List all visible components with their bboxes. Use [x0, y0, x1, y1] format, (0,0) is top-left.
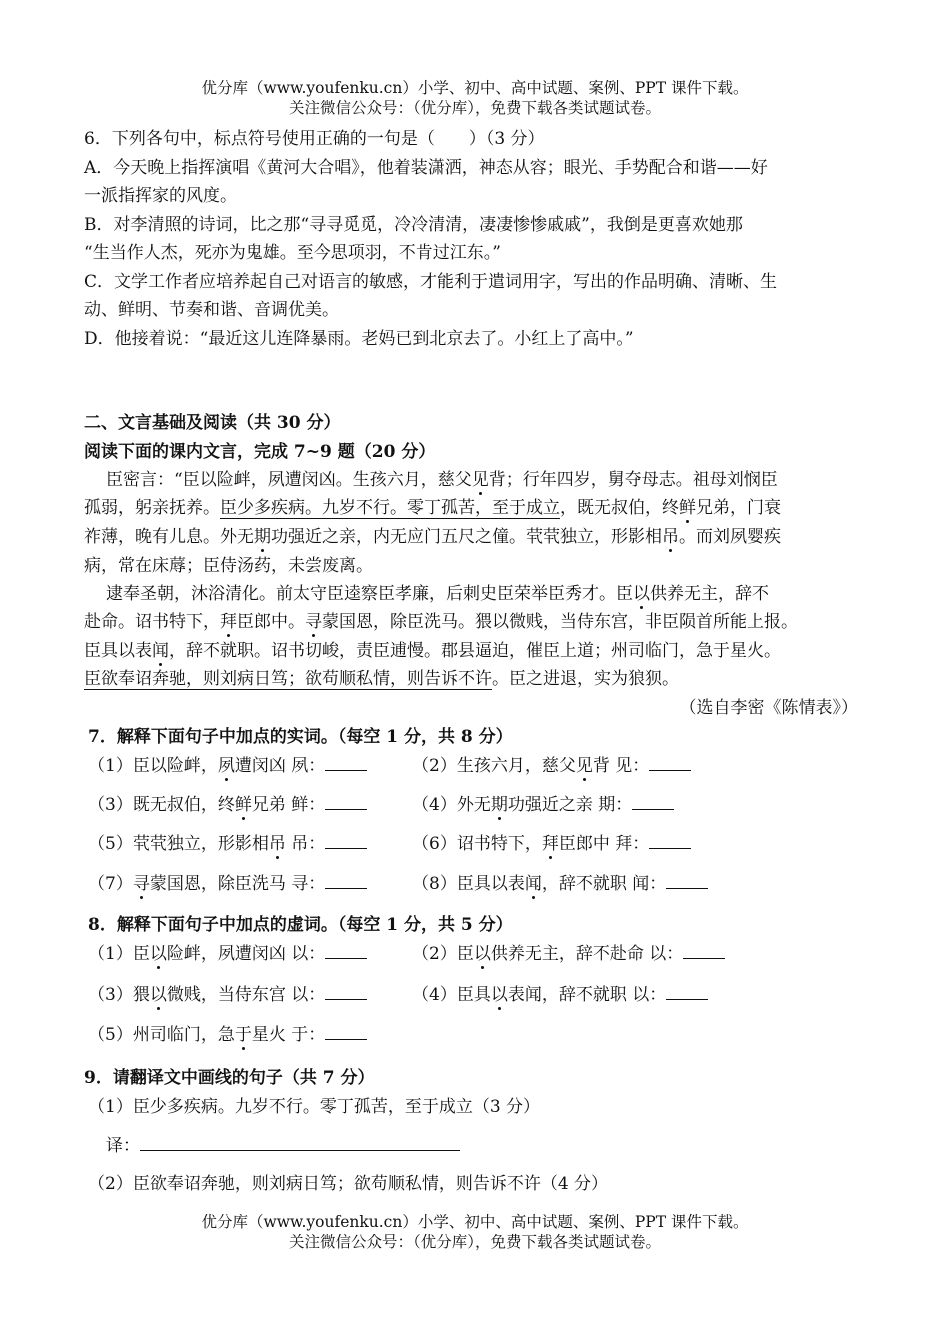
- passage-p1-line3: 祚薄，晚有儿息。外无期功强近之亲，内无应门五尺之僮。茕茕独立，形影相吊。而刘夙婴疾: [84, 527, 781, 547]
- answer-blank[interactable]: [325, 872, 367, 889]
- q7-item-7: （7）寻蒙国恩，除臣洗马 寻：: [88, 872, 367, 896]
- q6-option-c-line1: C．文学工作者应培养起自己对语言的敏感，才能利于遣词用字，写出的作品明确、清晰、生: [84, 272, 778, 292]
- passage-p2-line4: 臣欲奉诏奔驰，则刘病日笃；欲苟顺私情，则告诉不许。臣之进退，实为狼狈。: [84, 669, 679, 689]
- section2-subtitle: 阅读下面的课内文言，完成 7~9 题（20 分）: [84, 442, 436, 462]
- translation-answer-line[interactable]: [140, 1134, 460, 1151]
- q9-sentence-2: （2）臣欲奉诏奔驰，则刘病日笃；欲苟顺私情，则告诉不许（4 分）: [88, 1174, 609, 1194]
- answer-blank[interactable]: [325, 793, 367, 810]
- q7-item-4: （4）外无期功强近之亲 期：: [412, 793, 674, 817]
- q8-item-1: （1）臣以险衅，夙遭闵凶 以：: [88, 942, 367, 966]
- q6-option-a-line2: 一派指挥家的风度。: [84, 186, 237, 206]
- footer-line-1: 优分库（www.youfenku.cn）小学、初中、高中试题、案例、PPT 课件下载。: [201, 1213, 749, 1231]
- q7-item-2: （2）生孩六月，慈父见背 见：: [412, 754, 691, 778]
- q6-option-b-line1: B．对李清照的诗词，比之那“寻寻觅觅，冷冷清清，凄凄惨惨戚戚”，我倒是更喜欢她那: [84, 215, 743, 235]
- q7-title: 7．解释下面句子中加点的实词。（每空 1 分，共 8 分）: [88, 727, 513, 747]
- q7-item-5: （5）茕茕独立，形影相吊 吊：: [88, 832, 367, 856]
- passage-p2-line1: 逮奉圣朝，沐浴清化。前太守臣逵察臣孝廉，后刺史臣荣举臣秀才。臣以供养无主，辞不: [106, 584, 769, 604]
- q6-option-a-line1: A．今天晚上指挥演唱《黄河大合唱》，他着装潇洒，神态从容；眼光、手势配合和谐——好: [84, 158, 768, 178]
- answer-blank[interactable]: [325, 754, 367, 771]
- q8-item-3: （3）猥以微贱，当侍东宫 以：: [88, 983, 367, 1007]
- underlined-sentence-2: 臣欲奉诏奔驰，则刘病日笃；欲苟顺私情，则告诉不许: [84, 669, 492, 689]
- q6-option-b-line2: “生当作人杰，死亦为鬼雄。至今思项羽，不肯过江东。”: [84, 243, 501, 263]
- q6-stem: 6．下列各句中，标点符号使用正确的一句是（ ）（3 分）: [84, 129, 545, 149]
- underlined-sentence-1: 臣少多疾病。九岁不行。零丁孤苦，至于成立: [220, 498, 560, 518]
- answer-blank[interactable]: [666, 872, 708, 889]
- answer-blank[interactable]: [325, 1023, 367, 1040]
- q8-item-2: （2）臣以供养无主，辞不赴命 以：: [412, 942, 725, 966]
- answer-blank[interactable]: [325, 942, 367, 959]
- q9-translation-line: 译：: [106, 1134, 460, 1158]
- q8-item-5: （5）州司临门，急于星火 于：: [88, 1023, 367, 1047]
- answer-blank[interactable]: [683, 942, 725, 959]
- q9-sentence-1: （1）臣少多疾病。九岁不行。零丁孤苦，至于成立（3 分）: [88, 1097, 541, 1117]
- q7-item-1: （1）臣以险衅，夙遭闵凶 夙：: [88, 754, 367, 778]
- section2-title: 二、文言基础及阅读（共 30 分）: [84, 413, 341, 433]
- q9-title: 9．请翻译文中画线的句子（共 7 分）: [84, 1068, 375, 1088]
- q7-item-8: （8）臣具以表闻，辞不就职 闻：: [412, 872, 708, 896]
- passage-p1-line1: 臣密言：“臣以险衅，夙遭闵凶。生孩六月，慈父见背；行年四岁，舅夺母志。祖母刘悯臣: [106, 470, 778, 490]
- header-line-1: 优分库（www.youfenku.cn）小学、初中、高中试题、案例、PPT 课件下载。: [201, 79, 749, 97]
- answer-blank[interactable]: [325, 832, 367, 849]
- footer-line-2: 关注微信公众号：（优分库），免费下载各类试题试卷。: [288, 1233, 661, 1251]
- q6-option-d: D．他接着说：“最近这儿连降暴雨。老妈已到北京去了。小红上了高中。”: [84, 329, 634, 349]
- passage-source: （选自李密《陈情表》）: [679, 698, 858, 718]
- passage-p2-line3: 臣具以表闻，辞不就职。诏书切峻，责臣逋慢。郡县逼迫，催臣上道；州司临门，急于星火。: [84, 641, 781, 661]
- answer-blank[interactable]: [325, 983, 367, 1000]
- header-line-2: 关注微信公众号：（优分库），免费下载各类试题试卷。: [288, 99, 661, 117]
- passage-p2-line2: 赴命。诏书特下，拜臣郎中。寻蒙国恩，除臣洗马。猥以微贱，当侍东宫，非臣陨首所能上报。: [84, 612, 798, 632]
- q8-title: 8．解释下面句子中加点的虚词。（每空 1 分，共 5 分）: [88, 915, 513, 935]
- q7-item-3: （3）既无叔伯，终鲜兄弟 鲜：: [88, 793, 367, 817]
- passage-p1-line2: 孤弱，躬亲抚养。臣少多疾病。九岁不行。零丁孤苦，至于成立，既无叔伯，终鲜兄弟，门衰: [84, 498, 781, 518]
- q7-item-6: （6）诏书特下，拜臣郎中 拜：: [412, 832, 691, 856]
- answer-blank[interactable]: [649, 754, 691, 771]
- answer-blank[interactable]: [649, 832, 691, 849]
- q6-option-c-line2: 动、鲜明、节奏和谐、音调优美。: [84, 300, 339, 320]
- answer-blank[interactable]: [632, 793, 674, 810]
- q8-item-4: （4）臣具以表闻，辞不就职 以：: [412, 983, 708, 1007]
- answer-blank[interactable]: [666, 983, 708, 1000]
- passage-p1-line4: 病，常在床蓐；臣侍汤药，未尝废离。: [84, 556, 373, 576]
